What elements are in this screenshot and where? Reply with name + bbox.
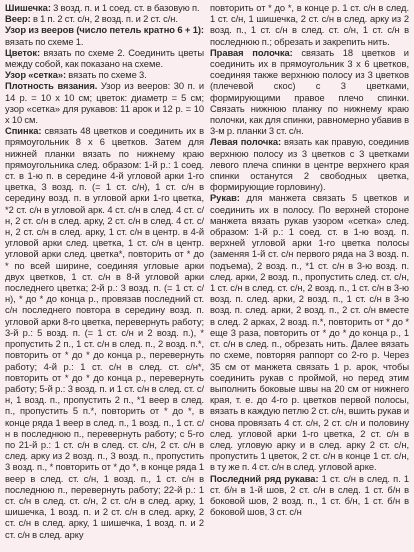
paragraph-text: в 1 п. 2 ст. с/н, 2 возд. п. и 2 ст. с/н. (30, 14, 178, 25)
section-heading: Плотность вязания. (5, 81, 98, 92)
paragraph (210, 193, 409, 473)
right-column (210, 3, 409, 552)
paragraph-text: для манжета связать 5 цветков и соединить их в полосу. По верхней стороне манжета вязать рукав узором «сетка» след. образом: 1-й р.: 1 соед. ст. в 1-ю возд. п. верхней угловой арки 1-го цветка полосы (заменяя 1-й ст. с/н первого ряда на 3 возд. п. подъема), 2 возд. п., *1 ст. с/н в 3-ю возд. п. след. арки, 2 возд. п., пропустить след. ст. с/н, 1 ст. с/н в след. ст. с/н, 2 возд. п., 1 ст. с/н в 3-ю возд. п. след. арки, 2 возд. п., 1 ст. с/н в 3-ю возд. п. след. арки, 2 возд. п., 2 ст. с/н вместе в след. 2 арках, 2 возд. п.*, повторить от * до * еще 3 раза, повторить от * до * до конца р., 1 ст. с/н в след. п., обрезать нить. Далее вязать по схеме, повторяя раппорт со 2-го р. Через 35 см от манжета связать 1 р. арок, чтобы соединить рукав с проймой, но перед этим выполнить боковые швы на 20 см от нижнего края, т. е. до 4-го р. цветков первой полосы, вязать в каждую петлю 2 ст. с/н, вшить рукав и снова провязать 4 ст. с/н, 2 ст. с/н и половину след. угловой арки 1-го цветка, 2 ст. с/н в след. угловую арку и в след. арку 2 ст. с/н, пропустить 1 цветок, 2 ст. с/н в конце 1 ст. с/н, в ту же п. 4 ст. с/н в след. угловой арке. (210, 193, 409, 473)
paragraph-text: повторить от * до *, в конце р. 1 ст. с/н в след. 1 ст. с/н, 1 шишечка, 2 ст. с/н в след. арку из 2 возд. п., 1 ст. с/н в след. ст. с/н, 1 ст. с/н в последнюю п.; обрезать и закрепить нить. (210, 3, 409, 47)
section-heading: Рукав: (210, 193, 240, 204)
paragraph-text: 3 возд. п. и 1 соед. ст. в базовую п. (50, 3, 200, 13)
section-heading: Левая полочка: (210, 137, 282, 148)
section-heading: Шишечка: (5, 3, 51, 13)
paragraph (5, 126, 204, 541)
paragraph (5, 70, 204, 81)
paragraph-text: Узор из вееров: 30 п. и 14 р. = 10 x 10 см; цветок: диаметр = 5 см; узор «сетка» для рукавов: 11 арок и 12 р. = 10 x 10 см. (5, 81, 204, 126)
paragraph-text: вязать по схеме 2. Соединить цветы между собой, как показано на схеме. (5, 47, 204, 70)
paragraph-text: вязать как правую, соединив верхнюю полосу из 3 цветков с 3 цветками левого плеча спинки в центре верхнего края спинки останутся 2 свободных цветка, формирующие горловину). (210, 137, 410, 193)
section-heading: Цветок: (5, 47, 41, 58)
section-heading: Веер: (5, 14, 31, 25)
section-heading: Узор «сетка»: (5, 70, 67, 81)
paragraph (5, 14, 204, 25)
paragraph-text: вязать по схеме 3. (66, 70, 147, 81)
paragraph-text: 1 ст. с/н в след. п. 1 ст. б/н в 1-й шов, 2 ст. с/н в след. 1 ст. б/н в боковой шов, 2 возд. п., 1 ст. б/н, 1 ст. б/н в боковой шов, 3 ст. с/н (210, 473, 409, 518)
left-column (5, 3, 204, 552)
paragraph (5, 48, 204, 70)
paragraph (210, 474, 409, 519)
paragraph-text: связать 48 цветков и соединить их в прямоугольник 8 x 6 цветков. Затем для нижней планки вязать по нижнему краю прямоугольника след. образом: 1-й р.: 1 соед. ст. в 1-ю п. в середине 4-й угловой арки 1-го цветка, 3 возд. п. (= 1 ст. с/н), 1 ст. с/н в середину возд. п. в угловой арки 1-го цветка, *2 ст. с/н в угловой арк. 4 ст. с/н в след. 4 ст. с/н, 2 ст. с/н в след. арку, 2 ст. с/н в след. 4 ст. с/н, 2 ст. с/н в след. арку, 1 ст. с/н в центр. в 4-й угловой арки след. цветка, 1 ст. с/н в центр. угловой арки след. цветка*, повторить от * до * по всей ширине, соединяя угловые арки двух цветков, 1 ст. с/н в 8-й угловой арки последнего цветка; 2-й р.: 3 возд. п. (= 1 ст. с/н), * до * до конца р., провязав последний ст. с/н последнего повтора в середину возд. п. угловой арки 8-го цветка, перевернуть работу; 3-й р.: 5 возд. п. (= 1 ст. с/н и 2 возд. п.), * пропустить 2 п., 1 ст. с/н в след. п., 2 возд. п.*, повторить от * до * до конца р., перевернуть работу; 4-й р.: 1 ст. с/н в след. ст. с/н*, повторить от * до * до конца р., перевернуть работу; 5-й р.: 3 возд. п. и 1 ст. с/н в след. ст. с/н, 1 возд. п., пропустить 2 п., *1 веер в след. п., пропустить 5 п.*, повторить от * до *, в конце ряда 1 веер в след. п., 1 возд. п., 1 ст. с/н в последнюю п., перевернуть работу; с 5-го по 21-й р.: 1 ст. с/н в след. ст. с/н, 2 ст. с/н в след. арку из 2 возд. п., 3 возд. п., пропустить 3 возд. п., * повторить от * до *, в конце ряда 1 веер в след. ст. с/н, 1 возд. п., 1 ст. с/н в последнюю п., перевернуть работу; 22-й р.: 1 ст. с/н в след. ст. с/н, 2 ст. с/н в след. арку, 1 шишечка, 1 возд. п. и 2 ст. с/н в след. арку, 2 ст. с/н в след. арку, 1 шишечка, 1 возд. п. и 2 ст. с/н в след. арку (5, 126, 204, 540)
paragraph (5, 3, 204, 14)
paragraph-text: вязать по схеме 1. (5, 36, 84, 47)
section-heading: Спинка: (5, 126, 42, 137)
paragraph (210, 48, 409, 138)
paragraph (210, 137, 409, 193)
section-heading: Правая полочка: (210, 47, 293, 58)
section-heading: Узор из вееров (число петель кратно 6 + 1): (5, 25, 204, 36)
paragraph (5, 25, 204, 47)
paragraph (210, 3, 409, 48)
paragraph-text: связать 18 цветков и соединить их в прямоугольник 3 x 6 цветков, соединяя также верхнюю полосу из 3 цветков (плечевой скос) с 3 цветками, формирующими правое плечо спинки. Связать нижнюю планку по нижнему краю полочки, как для спинки, равномерно убавив в 3-м р. планки 3 ст. с/н. (210, 47, 409, 137)
section-heading: Последний ряд рукава: (210, 473, 319, 484)
paragraph (5, 81, 204, 126)
